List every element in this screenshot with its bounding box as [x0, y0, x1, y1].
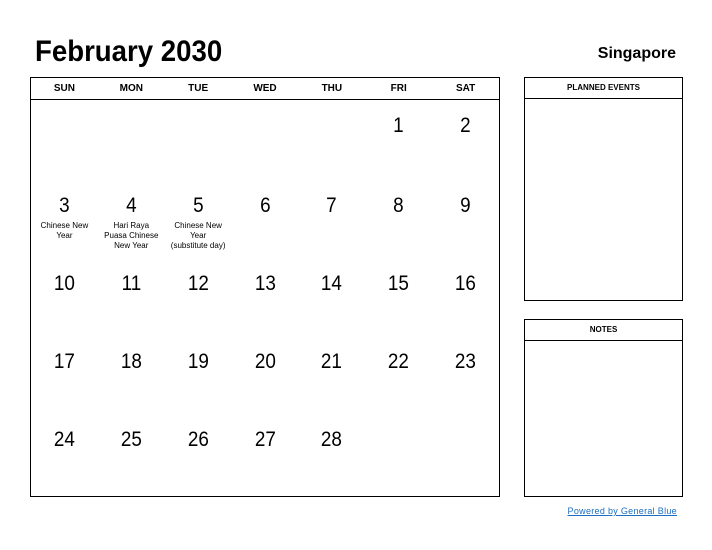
weekday-wed: WED	[253, 83, 277, 94]
day-cell	[298, 100, 365, 180]
day-number: 9	[460, 194, 471, 217]
weekday-header	[31, 78, 499, 100]
day-cell	[298, 414, 365, 495]
day-number: 24	[53, 428, 75, 451]
day-cell	[165, 336, 232, 414]
day-cell	[232, 180, 299, 258]
day-cell	[31, 100, 98, 180]
day-cell	[98, 258, 165, 336]
day-number: 20	[254, 350, 276, 373]
day-cell	[298, 180, 365, 258]
day-number: 5	[192, 194, 204, 217]
week-row	[31, 336, 499, 414]
day-cell	[165, 180, 232, 258]
day-cell	[31, 414, 98, 495]
week-row	[31, 180, 499, 258]
day-number: 27	[254, 428, 276, 451]
planned-events-panel	[524, 77, 683, 301]
weekday-thu: THU	[321, 83, 343, 94]
day-number: 10	[53, 272, 75, 295]
day-number: 7	[326, 194, 338, 217]
day-number: 4	[126, 194, 137, 217]
day-number: 17	[53, 350, 75, 373]
day-number: 23	[455, 350, 477, 373]
day-number: 12	[187, 272, 209, 295]
day-cell	[232, 336, 299, 414]
holiday-label: Chinese New Year (substitute day)	[170, 221, 226, 250]
day-cell	[98, 336, 165, 414]
day-cell	[365, 180, 432, 258]
powered-by-link[interactable]: Powered by General Blue	[567, 506, 677, 516]
day-cell	[165, 258, 232, 336]
day-cell	[432, 414, 499, 495]
day-cell	[165, 414, 232, 495]
week-row	[31, 100, 499, 180]
day-number: 15	[388, 272, 410, 295]
day-number: 19	[187, 350, 209, 373]
day-cell	[432, 100, 499, 180]
day-number: 16	[455, 272, 477, 295]
holiday-label: Chinese New Year	[40, 221, 89, 240]
day-cell	[432, 336, 499, 414]
day-number: 6	[259, 194, 271, 217]
weekday-sun: SUN	[53, 83, 75, 94]
day-number: 3	[59, 194, 70, 217]
day-cell	[365, 414, 432, 495]
day-number: 13	[254, 272, 276, 295]
day-cell	[98, 180, 165, 258]
day-cell	[98, 414, 165, 495]
week-row	[31, 258, 499, 336]
holiday-label: Hari Raya Puasa Chinese New Year	[104, 221, 159, 250]
weekday-mon: MON	[119, 83, 143, 94]
weekday-sat: SAT	[455, 83, 476, 94]
weekday-fri: FRI	[390, 83, 407, 94]
day-number: 25	[120, 428, 142, 451]
day-number: 8	[393, 194, 404, 217]
day-cell	[432, 180, 499, 258]
day-cell	[31, 258, 98, 336]
day-cell	[365, 258, 432, 336]
day-cell	[98, 100, 165, 180]
day-number: 22	[388, 350, 410, 373]
day-number: 21	[321, 350, 343, 373]
day-number: 14	[321, 272, 343, 295]
day-cell	[298, 336, 365, 414]
day-cell	[232, 414, 299, 495]
page-title: February 2030	[35, 35, 223, 68]
day-number: 2	[460, 114, 471, 137]
day-cell	[298, 258, 365, 336]
day-cell	[165, 100, 232, 180]
notes-panel	[524, 319, 683, 497]
day-cell	[365, 100, 432, 180]
day-cell	[232, 258, 299, 336]
calendar-grid	[30, 77, 500, 497]
calendar-weeks	[31, 100, 499, 495]
week-row	[31, 414, 499, 495]
planned-events-heading: PLANNED EVENTS	[525, 78, 682, 99]
weekday-tue: TUE	[188, 83, 209, 94]
day-cell	[31, 336, 98, 414]
day-cell	[232, 100, 299, 180]
day-number: 28	[321, 428, 343, 451]
day-number: 11	[121, 272, 142, 295]
day-cell	[31, 180, 98, 258]
notes-heading: NOTES	[525, 320, 682, 341]
day-number: 1	[393, 114, 404, 137]
country-label: Singapore	[597, 45, 676, 62]
day-number: 26	[187, 428, 209, 451]
day-cell	[365, 336, 432, 414]
day-number: 18	[120, 350, 142, 373]
day-cell	[432, 258, 499, 336]
